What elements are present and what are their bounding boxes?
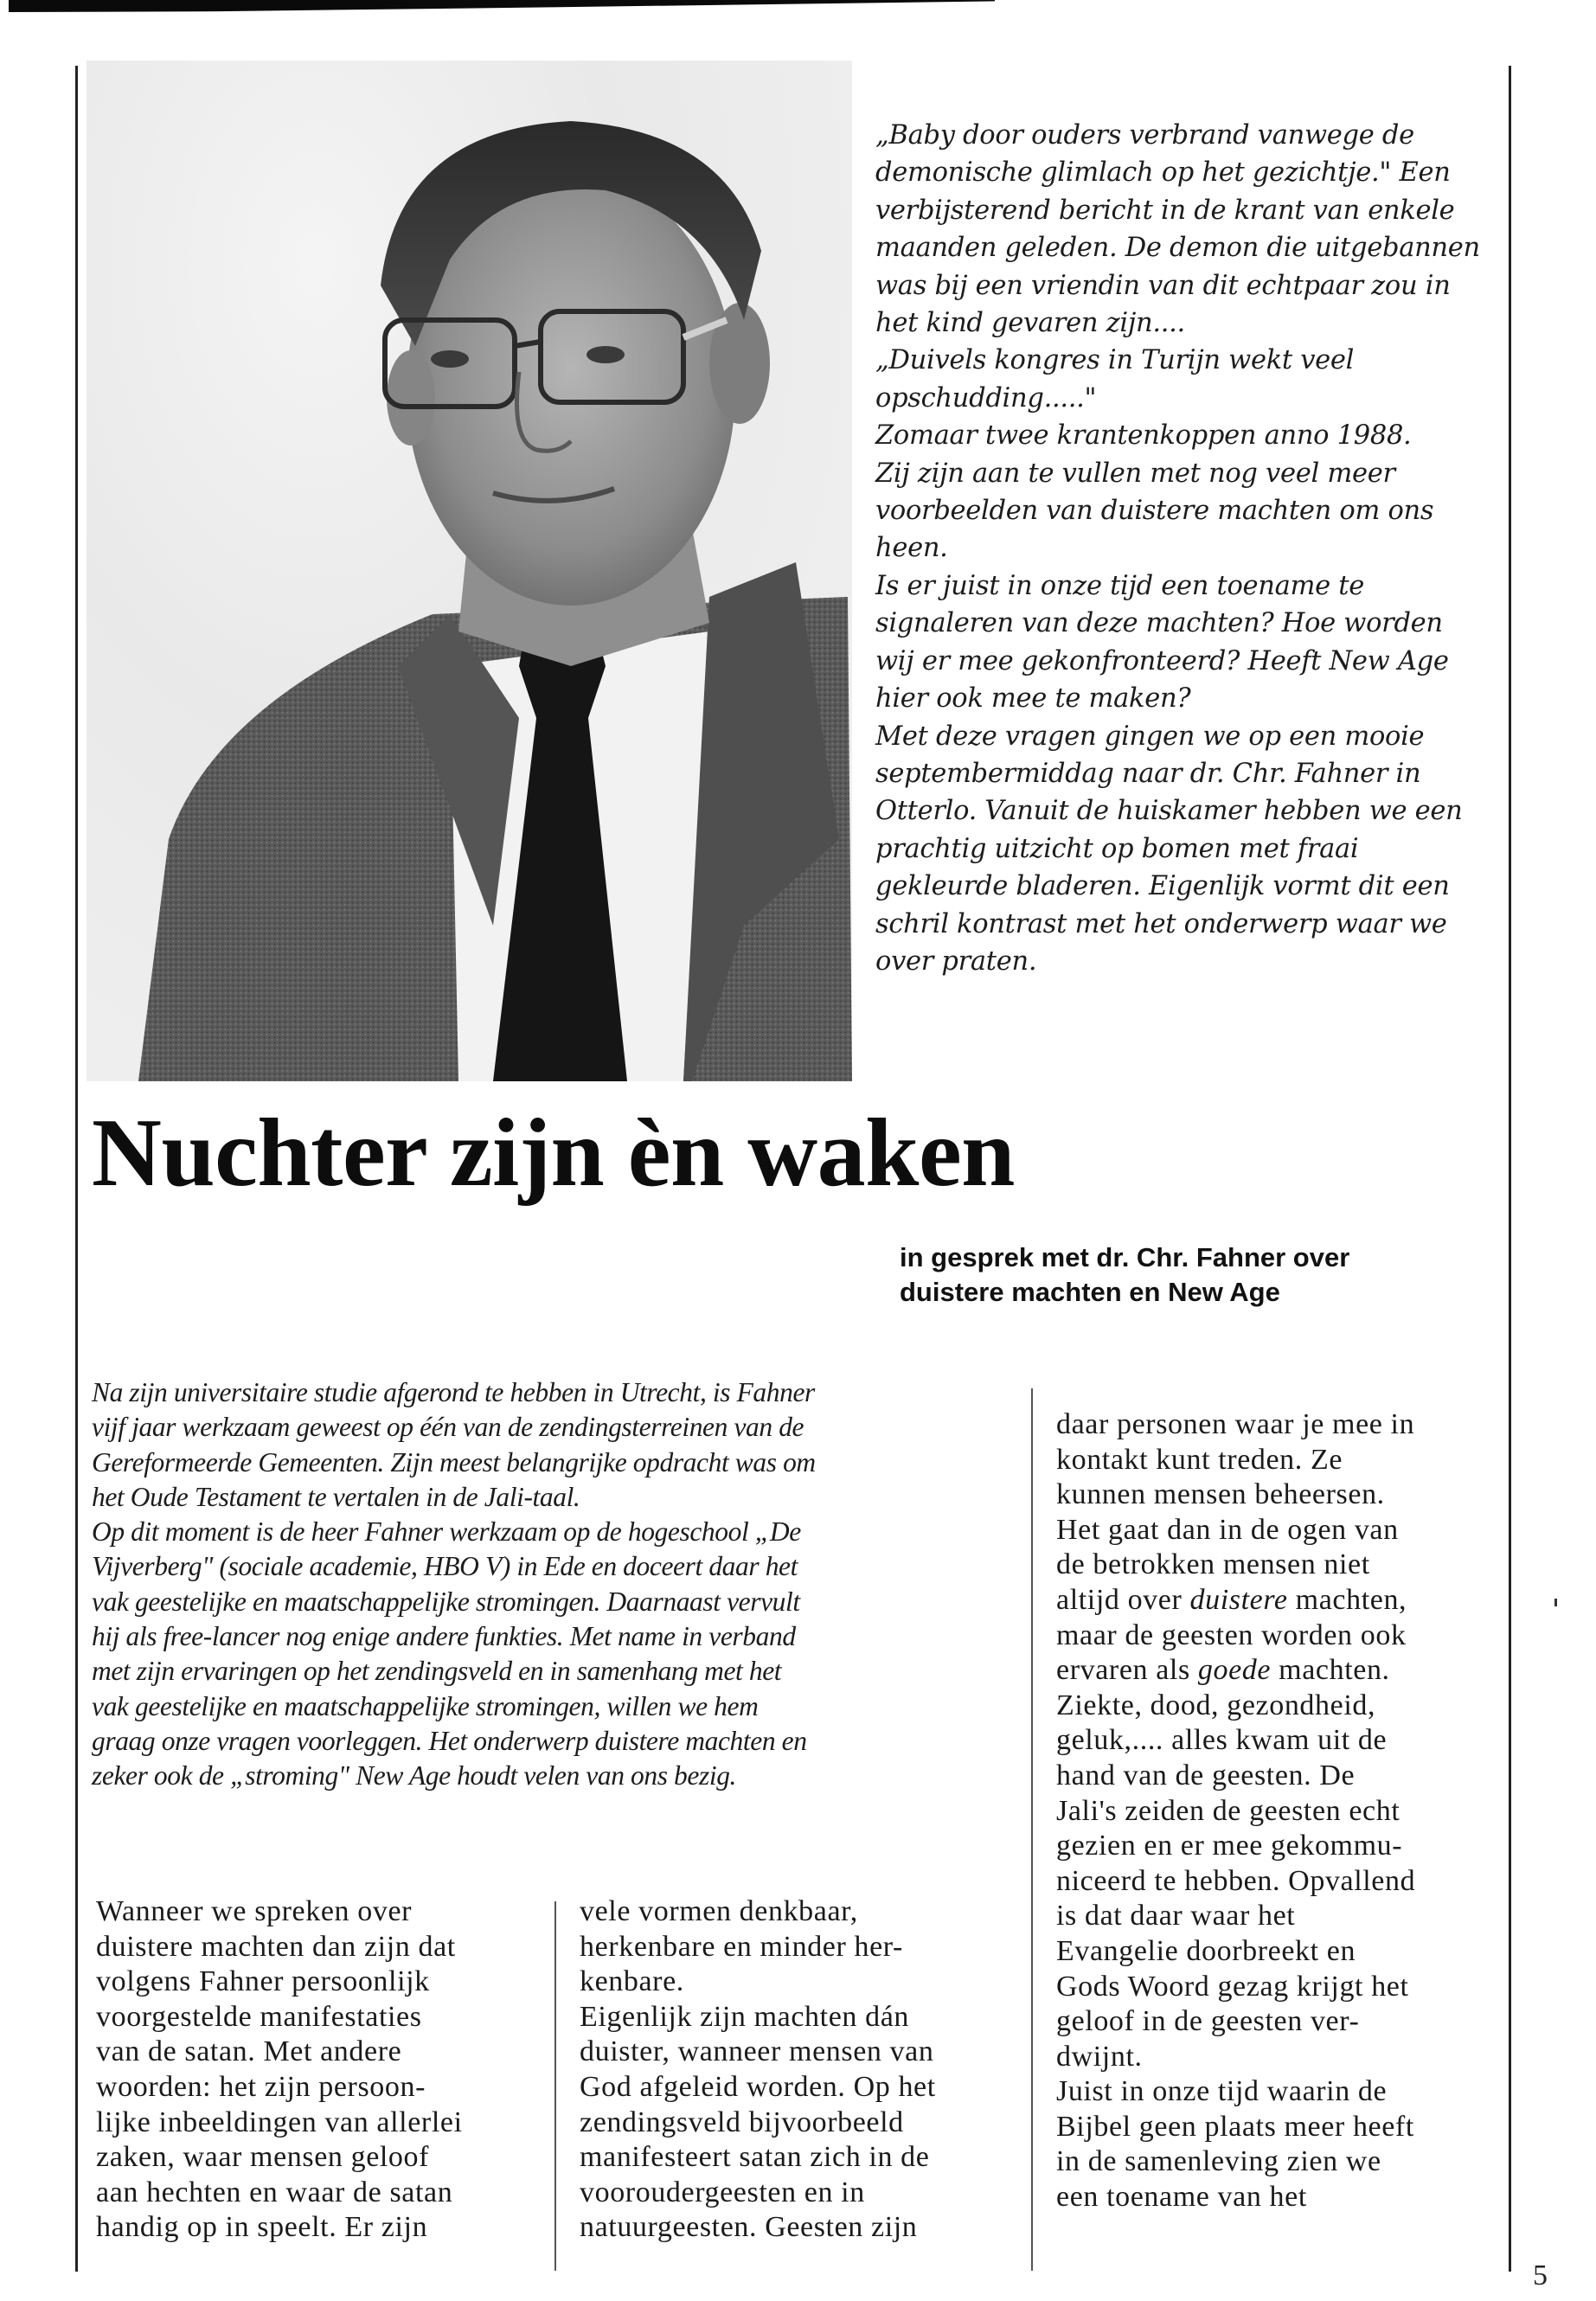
text-run: machten, [1287,1583,1407,1616]
body-line: kunnen mensen beheersen. [1056,1478,1385,1511]
body-line: gezien en er mee gekommu- [1056,1830,1403,1862]
column-divider-2-3 [1031,1388,1033,2271]
emphasis-duistere: duistere [1189,1583,1288,1616]
body-line: geluk,.... alles kwam uit de [1056,1724,1388,1757]
intro-line: signaleren van deze machten? Hoe worden [875,608,1443,639]
intro-line: maanden geleden. De demon die uitgebannen [875,233,1480,264]
body-line: Het gaat dan in de ogen van [1056,1513,1399,1546]
emphasis-goede: goede [1197,1654,1272,1687]
article-headline: Nuchter zijn èn waken [92,1099,1015,1207]
lead-line: vak geestelijke en maatschappelijke stromingen, willen we hem [92,1690,759,1721]
body-line: voorgestelde manifestaties [96,2000,422,2033]
lead-line: hij als free-lancer nog enige andere funkties. Met name in verband [92,1621,796,1652]
body-line: de betrokken mensen niet [1056,1548,1370,1581]
lead-line: zeker ook de „stroming" New Age houdt velen van ons bezig. [92,1760,737,1791]
lead-line: het Oude Testament te vertalen in de Jali-taal. [92,1481,580,1512]
portrait-photo [87,61,852,1081]
body-line: volgens Fahner persoonlijk [96,1965,430,1998]
body-line: herkenbare en minder her- [580,1930,903,1963]
body-line: kontakt kunt treden. Ze [1056,1443,1343,1476]
body-line: hand van de geesten. De [1056,1759,1356,1791]
lead-line: Vijverberg" (sociale academie, HBO V) in Ede en doceert daar het [92,1551,798,1582]
intro-line: voorbeelden van duistere machten om ons [875,496,1434,527]
text-run: altijd over [1056,1583,1190,1616]
body-line: maar de geesten worden ook [1056,1618,1407,1651]
body-line: handig op in speelt. Er zijn [96,2211,428,2244]
body-line: daar personen waar je mee in [1056,1408,1415,1440]
intro-line: Zij zijn aan te vullen met nog veel meer [875,458,1395,489]
body-line: Bijbel geen plaats meer heeft [1056,2110,1414,2143]
body-line: Wanneer we spreken over [96,1895,413,1927]
body-line: in de samenleving zien we [1056,2145,1381,2178]
intro-line: gekleurde bladeren. Eigenlijk vormt dit een [875,871,1450,902]
intro-line: was bij een vriendin van dit echtpaar zou in [875,270,1451,301]
intro-line: „Baby door ouders verbrand vanwege de [875,120,1414,151]
lead-line: vijf jaar werkzaam geweest op één van de zendingsterreinen van de [92,1412,804,1443]
body-line: dwijnt. [1056,2040,1143,2073]
top-black-swash [9,0,995,12]
intro-line: demonische glimlach op het gezichtje." Een [875,157,1451,189]
body-line: Eigenlijk zijn machten dán [580,2000,909,2033]
body-line: Gods Woord gezag krijgt het [1056,1970,1409,2003]
subtitle-line: in gesprek met dr. Chr. Fahner over [900,1242,1350,1272]
intro-line: verbijsterend bericht in de krant van enkele [875,195,1455,226]
lead-line: Op dit moment is de heer Fahner werkzaam op de hogeschool „De [92,1516,801,1548]
body-line: God afgeleid worden. Op het [580,2070,936,2103]
intro-line: schril kontrast met het onderwerp waar we [875,908,1447,939]
intro-line: wij er mee gekonfronteerd? Heeft New Age [875,645,1449,676]
left-page-rule [75,66,78,2272]
body-line: niceerd te hebben. Opvallend [1056,1864,1416,1897]
intro-text [875,117,1481,980]
body-line: duister, wanneer mensen van [580,2035,934,2068]
intro-line: Is er juist in onze tijd een toename te [875,570,1364,601]
lead-line: met zijn ervaringen op het zendingsveld en in samenhang met het [92,1656,782,1687]
subtitle-line: duistere machten en New Age [900,1277,1280,1307]
body-line: vooroudergeesten en in [580,2176,865,2208]
body-line: geloof in de geesten ver- [1056,2005,1360,2038]
intro-line: Otterlo. Vanuit de huiskamer hebben we een [875,796,1463,827]
body-line: is dat daar waar het [1056,1900,1296,1932]
lead-line: Gereformeerde Gemeenten. Zijn meest belangrijke opdracht was om [92,1446,816,1477]
column-divider-1-2 [554,1901,556,2271]
intro-line: Zomaar twee krantenkoppen anno 1988. [875,420,1412,452]
body-line: een toename van het [1056,2181,1307,2214]
lead-line: vak geestelijke en maatschappelijke stromingen. Daarnaast vervult [92,1586,800,1617]
body-line: Ziekte, dood, gezondheid, [1056,1689,1376,1721]
body-line: woorden: het zijn persoon- [96,2070,426,2103]
body-column-2 [580,1894,1021,2246]
intro-line: septembermiddag naar dr. Chr. Fahner in [875,758,1421,789]
page-number: 5 [1533,2259,1548,2291]
body-line: van de satan. Met andere [96,2035,402,2068]
body-column-1 [96,1894,546,2246]
body-line: Evangelie doorbreekt en [1056,1934,1356,1967]
body-line: vele vormen denkbaar, [580,1895,858,1927]
right-page-rule [1509,66,1511,2272]
portrait-illustration [87,61,852,1081]
body-line: kenbare. [580,1965,684,1998]
body-line: lijke inbeeldingen van allerlei [96,2106,463,2138]
body-line [1056,1583,1497,1618]
body-line: zaken, waar mensen geloof [96,2141,430,2174]
text-run: machten. [1271,1654,1390,1687]
body-line: Juist in onze tijd waarin de [1056,2075,1388,2108]
intro-line: heen. [875,533,948,564]
intro-line: het kind gevaren zijn.... [875,308,1185,339]
intro-line: hier ook mee te maken? [875,683,1191,715]
intro-line: opschudding....." [875,382,1097,413]
intro-line: over praten. [875,945,1037,977]
lead-paragraph [92,1375,1009,1794]
article-subtitle [900,1240,1488,1310]
body-line: duistere machten dan zijn dat [96,1930,456,1963]
body-line [1056,1653,1497,1689]
intro-line: Met deze vragen gingen we op een mooie [875,721,1425,752]
lead-line: Na zijn universitaire studie afgerond te hebben in Utrecht, is Fahner [92,1377,815,1407]
lead-line: graag onze vragen voorleggen. Het onderwerp duistere machten en [92,1725,807,1756]
body-line: manifesteert satan zich in de [580,2141,930,2174]
print-speck [1554,1599,1557,1606]
body-line: natuurgeesten. Geesten zijn [580,2211,918,2244]
text-run: ervaren als [1056,1654,1198,1687]
intro-line: „Duivels kongres in Turijn wekt veel [875,345,1355,376]
intro-line: prachtig uitzicht op bomen met fraai [875,833,1359,864]
body-line: aan hechten en waar de satan [96,2176,453,2208]
body-line: Jali's zeiden de geesten echt [1056,1794,1401,1827]
body-column-3 [1056,1407,1497,2215]
body-line: zendingsveld bijvoorbeeld [580,2106,904,2138]
